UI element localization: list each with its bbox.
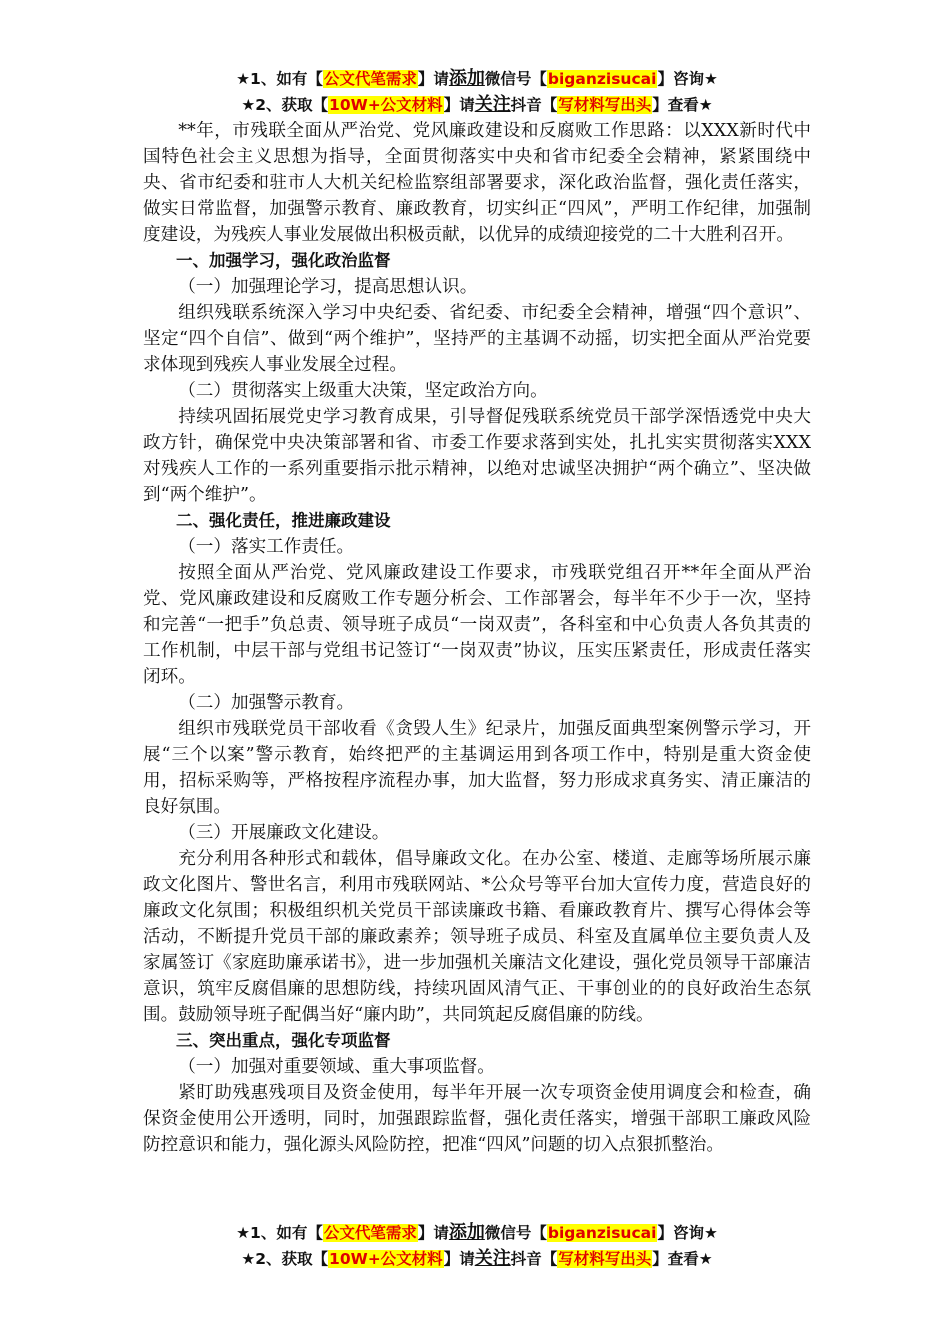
ad-text: 】咨询★: [657, 1224, 718, 1242]
ad-text: 】请: [417, 70, 449, 88]
ad-emphasis: 添加: [448, 68, 485, 89]
ad-line-1: [143, 66, 811, 92]
ad-line-1: [143, 1220, 811, 1246]
ad-text: 】查看★: [652, 1250, 713, 1268]
ad-text: ★1、如有【: [236, 70, 323, 88]
ad-text: ★2、获取【: [241, 1250, 329, 1268]
ad-text: ★2、获取【: [241, 96, 329, 114]
paragraph: 组织残联系统深入学习中央纪委、省纪委、市纪委全会精神，增强“四个意识”、坚定“四个自信”、做到“两个维护”，坚持严的主基调不动摇，切实把全面从严治党要求体现到残疾人事业发展全过程。: [143, 303, 811, 375]
paragraph: 紧盯助残惠残项目及资金使用，每半年开展一次专项资金使用调度会和检查，确保资金使用公开透明，同时，加强跟踪监督，强化责任落实，增强干部职工廉政风险防控意识和能力，强化源头风险防控，把准“四风”问题的切入点狠抓整治。: [143, 1083, 811, 1155]
ad-highlight: 写材料写出头: [558, 1250, 652, 1268]
subsection-heading: （二）加强警示教育。: [178, 693, 355, 713]
ad-text: 】查看★: [652, 96, 713, 114]
ad-text: 抖音【: [510, 96, 558, 114]
ad-text: 】咨询★: [657, 70, 718, 88]
ad-highlight: 公文代笔需求: [323, 1224, 417, 1242]
ad-text: 】请: [443, 1250, 475, 1268]
subsection-heading: （二）贯彻落实上级重大决策，坚定政治方向。: [178, 381, 548, 401]
ad-highlight: 写材料写出头: [558, 96, 652, 114]
paragraph: 组织市残联党员干部收看《贪毁人生》纪录片，加强反面典型案例警示学习，开展“三个以案”警示教育，始终把严的主基调运用到各项工作中，特别是重大资金使用，招标采购等，严格按程序流程办事，加大监督，努力形成求真务实、清正廉洁的良好氛围。: [143, 719, 811, 817]
ad-highlight: biganzisucai: [547, 1224, 657, 1242]
subsection-heading: （三）开展廉政文化建设。: [178, 823, 390, 843]
ad-text: 】请: [417, 1224, 449, 1242]
ad-line-2: [143, 1246, 811, 1272]
section-heading: 三、突出重点，强化专项监督: [176, 1031, 391, 1050]
ad-emphasis: 关注: [474, 1248, 511, 1269]
ad-highlight: 10W+公文材料: [329, 96, 443, 114]
ad-text: 微信号【: [484, 1224, 547, 1242]
subsection-heading: （一）加强对重要领域、重大事项监督。: [178, 1057, 495, 1077]
ad-text: 微信号【: [484, 70, 547, 88]
ad-line-2: [143, 92, 811, 118]
ad-text: 】请: [443, 96, 475, 114]
paragraph: 充分利用各种形式和载体，倡导廉政文化。在办公室、楼道、走廊等场所展示廉政文化图片、警世名言，利用市残联网站、*公众号等平台加大宣传力度，营造良好的廉政文化氛围；积极组织机关党员干部读廉政书籍、看廉政教育片、撰写心得体会等活动，不断提升党员干部的廉政素养；领导班子成员、科室及直属单位主要负责人及家属签订《家庭助廉承诺书》，进一步加强机关廉洁文化建设，强化党员领导干部廉洁意识，筑牢反腐倡廉的思想防线，持续巩固风清气正、干事创业的的良好政治生态氛围。鼓励领导班子配偶当好“廉内助”，共同筑起反腐倡廉的防线。: [143, 849, 811, 1025]
section-heading: 二、强化责任，推进廉政建设: [176, 511, 391, 530]
document-content: [143, 66, 811, 1158]
ad-text: 抖音【: [510, 1250, 558, 1268]
subsection-heading: （一）加强理论学习，提高思想认识。: [178, 277, 478, 297]
ad-emphasis: 添加: [448, 1222, 485, 1243]
paragraph: 按照全面从严治党、党风廉政建设工作要求，市残联党组召开**年全面从严治党、党风廉政建设和反腐败工作专题分析会、工作部署会，每半年不少于一次，坚持和完善“一把手”负总责、领导班子成员“一岗双责”，各科室和中心负责人各负其责的工作机制，中层干部与党组书记签订“一岗双责”协议，压实压紧责任，形成责任落实闭环。: [143, 563, 811, 687]
paragraph: 持续巩固拓展党史学习教育成果，引导督促残联系统党员干部学深悟透党中央大政方针，确保党中央决策部署和省、市委工作要求落到实处，扎扎实实贯彻落实XXX对残疾人工作的一系列重要指示批示精神，以绝对忠诚坚决拥护“两个确立”、坚决做到“两个维护”。: [143, 407, 811, 505]
top-ad-banner: [143, 66, 811, 118]
subsection-heading: （一）落实工作责任。: [178, 537, 355, 557]
paragraph: **年，市残联全面从严治党、党风廉政建设和反腐败工作思路：以XXX新时代中国特色社会主义思想为指导，全面贯彻落实中央和省市纪委全会精神，紧紧围绕中央、省市纪委和驻市人大机关纪检监察组部署要求，深化政治监督，强化责任落实，做实日常监督，加强警示教育、廉政教育，切实纠正“四风”，严明工作纪律，加强制度建设，为残疾人事业发展做出积极贡献，以优异的成绩迎接党的二十大胜利召开。: [143, 121, 811, 245]
ad-emphasis: 关注: [474, 94, 511, 115]
ad-highlight: 公文代笔需求: [323, 70, 417, 88]
ad-highlight: 10W+公文材料: [329, 1250, 443, 1268]
ad-highlight: biganzisucai: [547, 70, 657, 88]
bottom-ad-banner: [143, 1220, 811, 1272]
section-heading: 一、加强学习，强化政治监督: [176, 251, 391, 270]
ad-text: ★1、如有【: [236, 1224, 323, 1242]
